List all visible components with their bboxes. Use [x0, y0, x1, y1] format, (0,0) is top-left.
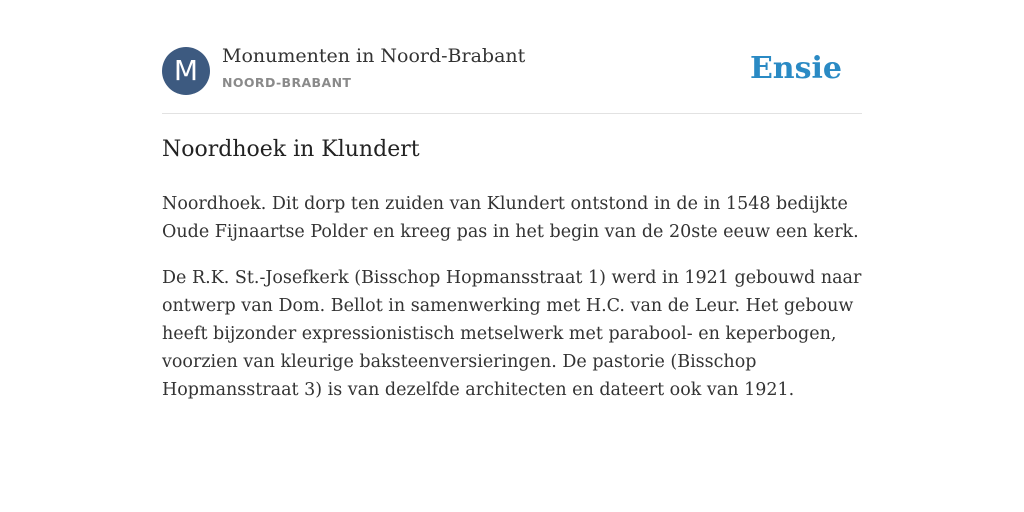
source-subtitle: NOORD-BRABANT [222, 75, 352, 90]
source-title-link[interactable]: Monumenten in Noord-Brabant [222, 45, 526, 67]
article-paragraph: De R.K. St.-Josefkerk (Bisschop Hopmansstraat 1) werd in 1921 gebouwd naar ontwerp van Dom. Bellot in samenwerking met H.C. van de Leur. Het gebouw heeft bijzonder expressionistisch metselwerk met parabool- en keperbogen, voorzien van kleurige baksteenversieringen. De pastorie (Bisschop Hopmansstraat 3) is van dezelfde architecten en dateert ook van 1921. [162, 268, 862, 400]
source-avatar[interactable]: M [162, 47, 210, 95]
article-card [162, 0, 862, 400]
article-title: Noordhoek in Klundert [162, 137, 420, 162]
article-paragraph: Noordhoek. Dit dorp ten zuiden van Klundert ontstond in de in 1548 bedijkte Oude Fijnaartse Polder en kreeg pas in het begin van de 20ste eeuw een kerk. [162, 194, 859, 242]
ensie-logo[interactable]: Ensie [749, 51, 842, 86]
source-header [162, 0, 862, 114]
article-body [162, 190, 862, 422]
